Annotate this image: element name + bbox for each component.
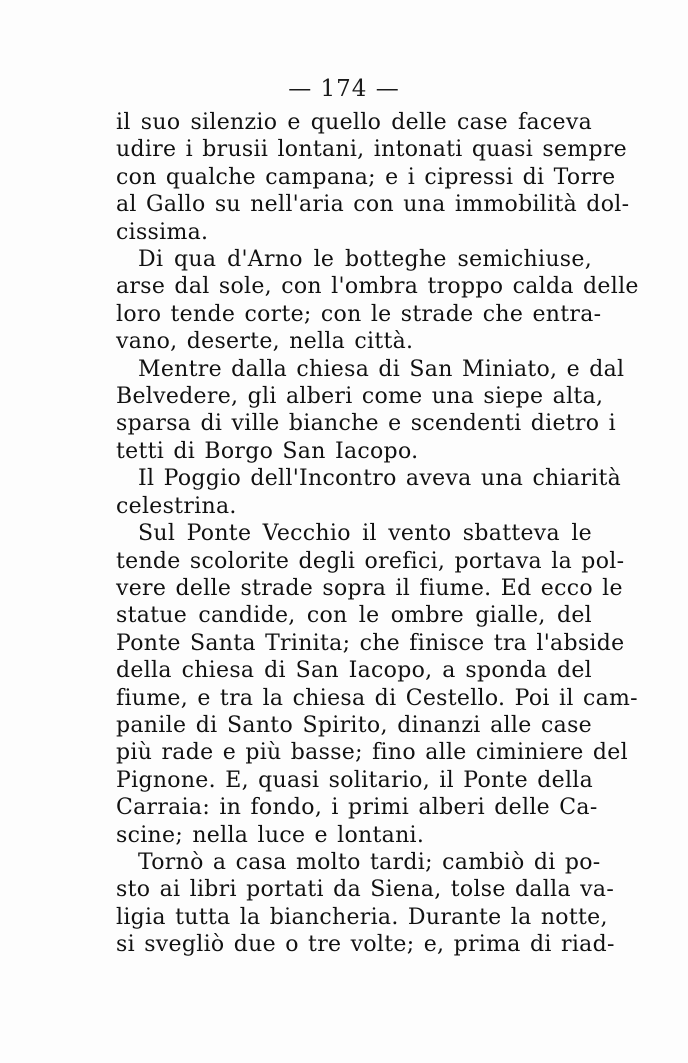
paragraph	[116, 356, 625, 466]
text-line: sparsa di ville bianche e scendenti dietro i	[116, 411, 616, 437]
text-line: sto ai libri portati da Siena, tolse dalla va-	[116, 877, 615, 903]
text-line: fiume, e tra la chiesa di Cestello. Poi il cam-	[116, 685, 638, 711]
text-line: tetti di Borgo San Iacopo.	[116, 438, 419, 464]
text-line: Carraia: in fondo, i primi alberi delle Ca-	[116, 795, 598, 821]
text-line: Belvedere, gli alberi come una siepe alta,	[116, 384, 604, 410]
text-line: Ponte Santa Trinita; che finisce tra l'abside	[116, 630, 625, 656]
text-line: Di qua d'Arno le botteghe semichiuse,	[138, 247, 592, 273]
paragraph	[116, 246, 639, 356]
page-number: — 174 —	[288, 76, 400, 102]
text-line: Il Poggio dell'Incontro aveva una chiarità	[138, 466, 622, 492]
text-line: della chiesa di San Iacopo, a sponda del	[116, 658, 592, 684]
text-line: ligia tutta la biancheria. Durante la notte,	[116, 904, 608, 930]
paragraph	[116, 465, 622, 520]
text-line: con qualche campana; e i cipressi di Torre	[116, 164, 616, 190]
text-line: scine; nella luce e lontani.	[116, 822, 425, 848]
text-line: statue candide, con le ombre gialle, del	[116, 603, 592, 629]
text-line: Tornò a casa molto tardi; cambiò di po-	[138, 849, 601, 875]
text-line: arse dal sole, con l'ombra troppo calda delle	[116, 274, 639, 300]
text-line: loro tende corte; con le strade che entra-	[116, 301, 602, 327]
text-line: si svegliò due o tre volte; e, prima di riad-	[116, 932, 615, 958]
text-line: vere delle strade sopra il fiume. Ed ecco le	[116, 575, 623, 601]
text-line: udire i brusii lontani, intonati quasi sempre	[116, 137, 627, 163]
text-line: Mentre dalla chiesa di San Miniato, e dal	[138, 356, 625, 382]
paragraph	[116, 849, 615, 959]
text-line: il suo silenzio e quello delle case faceva	[116, 110, 592, 135]
text-line: più rade e più basse; fino alle ciminiere del	[116, 740, 628, 766]
text-line: Pignone. E, quasi solitario, il Ponte della	[116, 767, 594, 793]
text-line: celestrina.	[116, 493, 237, 519]
text-line: panile di Santo Spirito, dinanzi alle case	[116, 712, 592, 738]
text-line: tende scolorite degli orefici, portava la pol-	[116, 548, 625, 574]
text-line: al Gallo su nell'aria con una immobilità dol-	[116, 192, 630, 218]
text-line: vano, deserte, nella città.	[116, 329, 414, 355]
text-line: Sul Ponte Vecchio il vento sbatteva le	[138, 521, 592, 547]
body-text	[116, 109, 639, 959]
paragraph	[116, 520, 638, 849]
text-line: cissima.	[116, 219, 209, 245]
paragraph	[116, 109, 630, 246]
